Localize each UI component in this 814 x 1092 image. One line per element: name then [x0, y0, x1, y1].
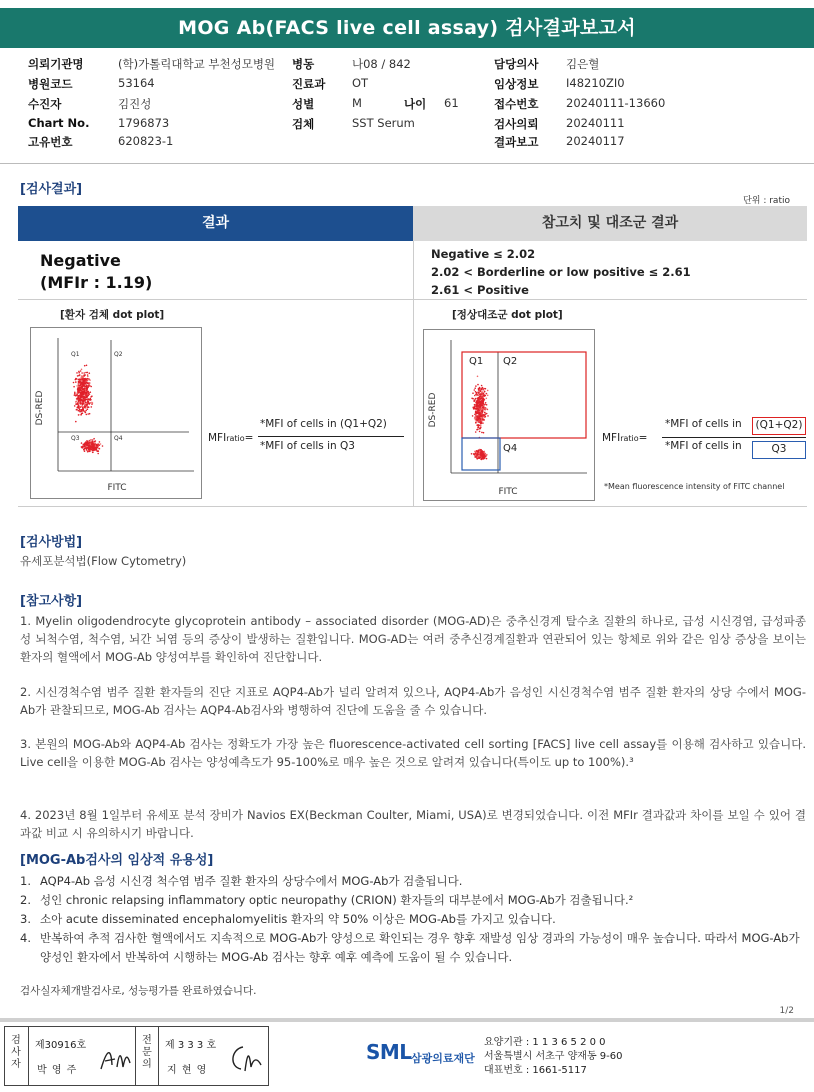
hospital-label: 의뢰기관명 — [28, 57, 84, 71]
note-paragraph-2: 2. 시신경척수염 범주 질환 환자들의 진단 지표로 AQP4-Ab가 널리 알려져 있으나, AQP4-Ab가 음성인 시신경척수염 범주 질환 환자의 상당 수에서 MOG-Ab가 관찰되므로, MOG-Ab 검사는 AQP4-Ab검사와 병행하여 진단에 도움을 줄 수 있습니다. — [20, 685, 806, 717]
age-value: 61 — [444, 96, 459, 110]
result-column-divider — [413, 241, 414, 299]
tester-name: 박 영 주 — [37, 1065, 78, 1076]
mfi-sub-left: ratio — [226, 434, 245, 443]
footer-divider — [0, 1018, 814, 1022]
sex-value: M — [352, 96, 362, 110]
result-header: 결과 — [18, 206, 413, 241]
page-number: 1/2 — [779, 1006, 794, 1016]
list-item-number: 1. — [20, 874, 31, 888]
specimen-label: 검체 — [292, 117, 315, 131]
confirm-name: 지 현 영 — [167, 1065, 208, 1076]
mfi-footnote: *Mean fluorescence intensity of FITC channel — [604, 482, 785, 491]
chart-value: 1796873 — [118, 116, 170, 130]
fraction-line-right — [662, 437, 806, 438]
method-text: 유세포분석법(Flow Cytometry) — [20, 554, 187, 568]
control-q1: Q1 — [469, 356, 484, 367]
request-label: 검사의뢰 — [494, 117, 539, 131]
patient-q1: Q1 — [71, 351, 80, 358]
list-item-text: 반복하여 추적 검사한 혈액에서도 지속적으로 MOG-Ab가 양성으로 확인되는 경우 향후 재발성 임상 경과의 가능성이 매우 높습니다. 따라서 MOG-Ab가 양성인 환자에서 반복하여 시행하는 MOG-Ab 검사는 향후 예후 예측에 도움이 될 수 있습니다. — [40, 931, 800, 964]
reference-ranges — [431, 245, 691, 299]
report-label: 결과보고 — [494, 135, 539, 149]
age-label: 나이 — [404, 97, 427, 111]
result-mfir: (MFIr : 1.19) — [40, 273, 153, 292]
method-section-title: [검사방법] — [20, 535, 83, 550]
list-item — [20, 929, 810, 967]
confirm-vertical-cell — [135, 1027, 159, 1085]
request-value: 20240111 — [566, 116, 625, 130]
mfi-text-left: MFI — [208, 432, 227, 444]
patient-y-axis: DS-RED — [35, 390, 45, 426]
unit-label: 단위 : ratio — [743, 196, 790, 206]
list-item-number: 3. — [20, 912, 31, 926]
plot-bottom-line — [18, 506, 807, 507]
numerator-right-box: (Q1+Q2) — [752, 417, 806, 435]
list-item-number: 4. — [20, 931, 31, 945]
plot-column-divider — [413, 300, 414, 506]
ref-borderline: 2.02 < Borderline or low positive ≤ 2.61 — [431, 265, 691, 279]
report-title: MOG Ab(FACS live cell assay) 검사결과보고서 — [0, 8, 814, 48]
signature-box — [4, 1026, 269, 1086]
result-section-title: [검사결과] — [20, 182, 83, 197]
utility-list — [20, 872, 810, 967]
result-status: Negative — [40, 251, 121, 270]
fraction-line-left — [258, 436, 404, 437]
confirm-signature-icon — [225, 1041, 265, 1075]
note-paragraph-4: 4. 2023년 8월 1일부터 유세포 분석 장비가 Navios EX(Beckman Coulter, Miami, USA)로 변경되었습니다. 이전 MFIr 결과값과 차이를 보일 수 있어 결과값 비교 시 유의하시기 바랍니다. — [20, 808, 806, 840]
org-phone: 대표번호 : 1661-5117 — [484, 1065, 587, 1076]
list-item — [20, 891, 810, 910]
sex-label: 성별 — [292, 97, 315, 111]
control-q2: Q2 — [503, 356, 518, 367]
patient-q2: Q2 — [114, 351, 123, 358]
patient-x-axis: FITC — [107, 483, 127, 493]
tester-vertical-cell — [5, 1027, 29, 1085]
unique-value: 620823-1 — [118, 134, 174, 148]
org-address: 서울특별시 서초구 양재동 9-60 — [484, 1051, 623, 1062]
control-y-axis: DS-RED — [428, 392, 438, 428]
reference-header: 참고치 및 대조군 결과 — [413, 206, 807, 241]
dept-value: OT — [352, 76, 369, 90]
mfi-text-right: MFI — [602, 432, 621, 444]
mfi-ratio-label-left — [208, 432, 253, 444]
list-item — [20, 910, 810, 929]
notes-section-title: [참고사항] — [20, 594, 83, 609]
doctor-value: 김은혈 — [566, 57, 600, 71]
confirm-vertical-label: 전문의 — [142, 1035, 152, 1070]
control-q4: Q4 — [503, 443, 518, 454]
numerator-right: *MFI of cells in — [665, 418, 742, 430]
org-name: 삼광의료재단 — [411, 1052, 475, 1065]
denominator-right-box: Q3 — [752, 441, 806, 459]
mfi-eq-right: = — [638, 432, 648, 444]
patient-q4: Q4 — [114, 435, 123, 442]
closing-note: 검사실자체개발검사로, 성능평가를 완료하였습니다. — [20, 985, 257, 997]
receipt-label: 접수번호 — [494, 97, 539, 111]
list-item-text: 성인 chronic relapsing inflammatory optic neuropathy (CRION) 환자들의 대부분에서 MOG-Ab가 검출됩니다.² — [40, 893, 634, 907]
patient-q3: Q3 — [71, 435, 80, 442]
ward-label: 병동 — [292, 57, 315, 71]
clinical-value: I48210ZI0 — [566, 76, 625, 90]
list-item-number: 2. — [20, 893, 31, 907]
control-dot-plot — [423, 329, 595, 501]
ref-negative: Negative ≤ 2.02 — [431, 247, 536, 261]
list-item — [20, 872, 810, 891]
utility-section-title: [MOG-Ab검사의 임상적 유용성] — [20, 853, 214, 868]
denominator-right: *MFI of cells in — [665, 440, 742, 452]
chart-label: Chart No. — [28, 116, 90, 130]
list-item-text: 소아 acute disseminated encephalomyelitis 환자의 약 50% 이상은 MOG-Ab를 가지고 있습니다. — [40, 912, 556, 926]
patient-plot-svg — [31, 328, 201, 498]
confirm-license: 제 3 3 3 호 — [165, 1040, 217, 1051]
patient-dot-plot — [30, 327, 202, 499]
org-info — [484, 1036, 623, 1078]
specimen-value: SST Serum — [352, 116, 415, 130]
report-value: 20240117 — [566, 134, 625, 148]
code-value: 53164 — [118, 76, 155, 90]
org-code: 요양기관 : 1 1 3 6 5 2 0 0 — [484, 1037, 606, 1048]
header-divider — [0, 163, 814, 164]
dept-label: 진료과 — [292, 77, 326, 91]
note-paragraph-1: 1. Myelin oligodendrocyte glycoprotein antibody – associated disorder (MOG-AD)은 중추신경계 탈수초 질환의 하나로, 급성 시신경염, 급성파종성 뇌척수염, 척수염, 뇌간 뇌염 등의 증상이 발생하는 질환입니다. MOG-AD는 여러 중추신경계질환과 연관되어 있는 항체로 위와 같은 임상 증상을 보이는 환자의 혈액에서 MOG-Ab 양성여부를 확인하여 진단합니다. — [20, 614, 806, 664]
hospital-value: (학)가톨릭대학교 부천성모병원 — [118, 57, 276, 71]
tester-license: 제30916호 — [35, 1040, 87, 1051]
receipt-value: 20240111-13660 — [566, 96, 666, 110]
code-label: 병원코드 — [28, 77, 73, 91]
patient-label: 수진자 — [28, 97, 62, 111]
clinical-label: 임상정보 — [494, 77, 539, 91]
patient-value: 김진성 — [118, 97, 152, 111]
patient-plot-label: [환자 검체 dot plot] — [60, 309, 165, 321]
mfi-ratio-label-right — [602, 432, 647, 444]
ref-positive: 2.61 < Positive — [431, 283, 529, 297]
mfi-sub-right: ratio — [620, 434, 639, 443]
mfi-eq-left: = — [244, 432, 254, 444]
note-paragraph-3: 3. 본원의 MOG-Ab와 AQP4-Ab 검사는 정확도가 가장 높은 fluorescence-activated cell sorting [FACS] live cell assay를 이용해 검사하고 있습니다. Live cell을 이용한 MOG-Ab 검사는 양성예측도가 95-100%로 매우 높은 것으로 알려져 있습니다(특이도 up to 100%).³ — [20, 737, 806, 769]
denominator-left: *MFI of cells in Q3 — [260, 440, 355, 452]
tester-vertical-label: 검사자 — [11, 1035, 21, 1070]
list-item-text: AQP4-Ab 음성 시신경 척수염 범주 질환 환자의 상당수에서 MOG-Ab가 검출됩니다. — [40, 874, 463, 888]
ward-value: 나08 / 842 — [352, 57, 411, 71]
sml-logo: SML — [366, 1040, 412, 1064]
numerator-left: *MFI of cells in (Q1+Q2) — [260, 418, 387, 430]
control-plot-svg — [424, 330, 594, 500]
unique-label: 고유번호 — [28, 135, 73, 149]
result-value — [40, 250, 152, 294]
control-plot-label: [정상대조군 dot plot] — [452, 309, 563, 321]
tester-signature-icon — [97, 1043, 133, 1075]
control-x-axis: FITC — [498, 487, 518, 497]
doctor-label: 담당의사 — [494, 57, 539, 71]
